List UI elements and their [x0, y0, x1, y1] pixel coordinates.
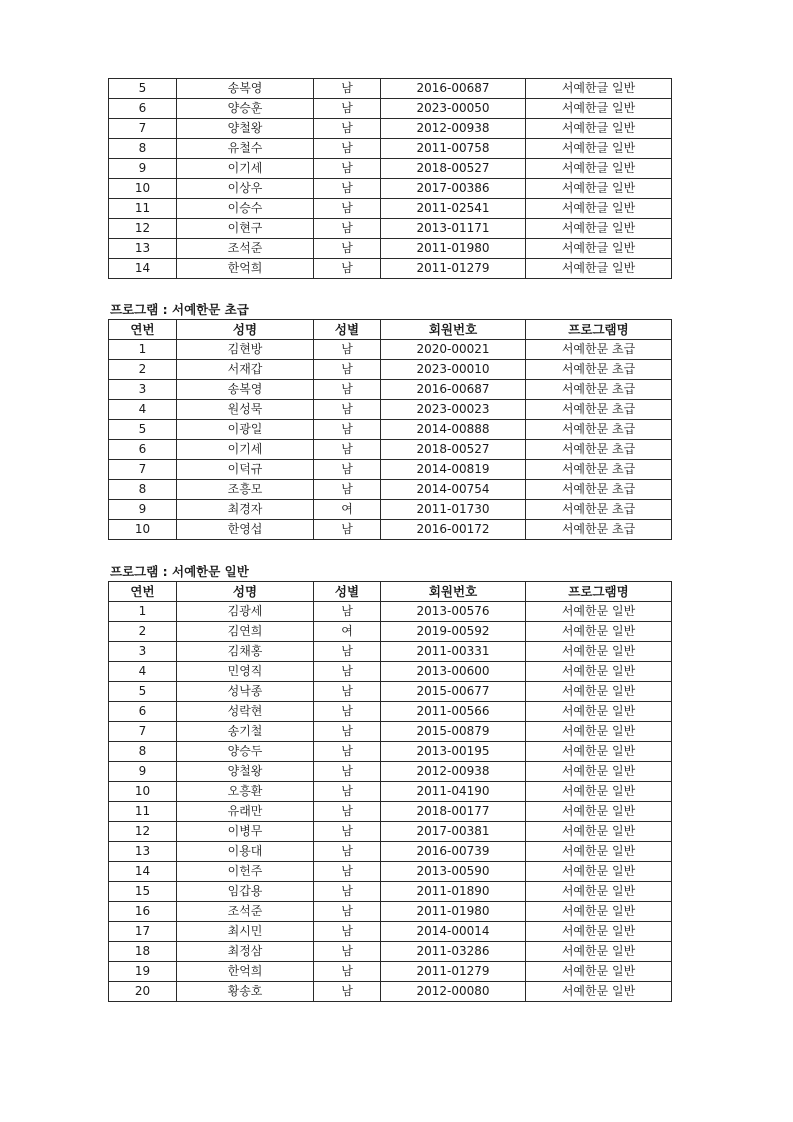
table-row: [109, 942, 672, 962]
table-body: [109, 79, 672, 279]
cell-gender: 남: [314, 782, 381, 802]
cell-no: 11: [109, 802, 177, 822]
table-row: [109, 682, 672, 702]
cell-program: 서예한문 일반: [526, 702, 672, 722]
table-row: [109, 460, 672, 480]
cell-program: 서예한문 일반: [526, 902, 672, 922]
cell-name: 조석준: [177, 902, 314, 922]
cell-name: 이헌주: [177, 862, 314, 882]
table-row: [109, 340, 672, 360]
cell-name: 이용대: [177, 842, 314, 862]
cell-member-no: 2011-01279: [381, 259, 526, 279]
table-row: [109, 622, 672, 642]
cell-program: 서예한문 일반: [526, 862, 672, 882]
cell-name: 이광일: [177, 420, 314, 440]
cell-member-no: 2020-00021: [381, 340, 526, 360]
cell-gender: 여: [314, 622, 381, 642]
col-header-no: 연번: [109, 320, 177, 340]
cell-program: 서예한문 초급: [526, 420, 672, 440]
table-row: [109, 520, 672, 540]
cell-member-no: 2011-03286: [381, 942, 526, 962]
cell-gender: 남: [314, 702, 381, 722]
table-row: [109, 360, 672, 380]
cell-name: 최경자: [177, 500, 314, 520]
cell-no: 13: [109, 842, 177, 862]
cell-program: 서예한글 일반: [526, 139, 672, 159]
cell-program: 서예한문 일반: [526, 842, 672, 862]
cell-name: 유래만: [177, 802, 314, 822]
table-row: [109, 440, 672, 460]
cell-no: 11: [109, 199, 177, 219]
cell-no: 2: [109, 622, 177, 642]
cell-member-no: 2016-00687: [381, 380, 526, 400]
cell-gender: 남: [314, 159, 381, 179]
table-row: [109, 882, 672, 902]
cell-program: 서예한글 일반: [526, 239, 672, 259]
cell-member-no: 2012-00938: [381, 762, 526, 782]
cell-name: 양승두: [177, 742, 314, 762]
cell-member-no: 2011-01980: [381, 902, 526, 922]
cell-name: 이병무: [177, 822, 314, 842]
table-row: [109, 159, 672, 179]
cell-gender: 남: [314, 380, 381, 400]
cell-program: 서예한문 일반: [526, 782, 672, 802]
cell-name: 김현방: [177, 340, 314, 360]
cell-member-no: 2023-00023: [381, 400, 526, 420]
table-body: [109, 602, 672, 1002]
section-title-hanmun-beginner: 프로그램 : 서예한문 초급: [110, 302, 249, 317]
cell-gender: 남: [314, 199, 381, 219]
cell-name: 이덕규: [177, 460, 314, 480]
table-row: [109, 420, 672, 440]
col-header-no: 연번: [109, 582, 177, 602]
cell-no: 14: [109, 862, 177, 882]
cell-gender: 남: [314, 99, 381, 119]
cell-program: 서예한문 초급: [526, 340, 672, 360]
cell-no: 1: [109, 602, 177, 622]
cell-member-no: 2013-01171: [381, 219, 526, 239]
cell-gender: 남: [314, 762, 381, 782]
cell-program: 서예한문 일반: [526, 682, 672, 702]
cell-member-no: 2013-00600: [381, 662, 526, 682]
cell-gender: 남: [314, 440, 381, 460]
cell-member-no: 2014-00888: [381, 420, 526, 440]
cell-program: 서예한문 일반: [526, 622, 672, 642]
cell-name: 이기세: [177, 440, 314, 460]
cell-no: 12: [109, 822, 177, 842]
cell-member-no: 2016-00687: [381, 79, 526, 99]
cell-gender: 여: [314, 500, 381, 520]
cell-member-no: 2013-00576: [381, 602, 526, 622]
table-row: [109, 99, 672, 119]
cell-program: 서예한문 일반: [526, 642, 672, 662]
cell-gender: 남: [314, 682, 381, 702]
cell-member-no: 2023-00010: [381, 360, 526, 380]
cell-no: 6: [109, 440, 177, 460]
cell-gender: 남: [314, 602, 381, 622]
cell-member-no: 2011-01890: [381, 882, 526, 902]
table-row: [109, 259, 672, 279]
cell-name: 최정삼: [177, 942, 314, 962]
table-body: [109, 340, 672, 540]
table-row: [109, 982, 672, 1002]
cell-name: 김채홍: [177, 642, 314, 662]
cell-member-no: 2011-01730: [381, 500, 526, 520]
cell-member-no: 2014-00754: [381, 480, 526, 500]
cell-program: 서예한문 일반: [526, 942, 672, 962]
cell-gender: 남: [314, 942, 381, 962]
table-seoye-hangeul-general: [108, 78, 672, 279]
table-seoye-hanmun-beginner: [108, 319, 672, 540]
table-row: [109, 782, 672, 802]
cell-program: 서예한글 일반: [526, 199, 672, 219]
table-row: [109, 199, 672, 219]
table-row: [109, 842, 672, 862]
cell-member-no: 2013-00195: [381, 742, 526, 762]
cell-no: 9: [109, 159, 177, 179]
cell-gender: 남: [314, 902, 381, 922]
cell-name: 양철왕: [177, 762, 314, 782]
cell-program: 서예한글 일반: [526, 79, 672, 99]
cell-program: 서예한문 일반: [526, 722, 672, 742]
cell-name: 한억희: [177, 962, 314, 982]
cell-no: 7: [109, 460, 177, 480]
cell-name: 원성묵: [177, 400, 314, 420]
cell-program: 서예한글 일반: [526, 259, 672, 279]
cell-program: 서예한문 초급: [526, 440, 672, 460]
table-row: [109, 662, 672, 682]
cell-no: 3: [109, 380, 177, 400]
col-header-member-no: 회원번호: [381, 320, 526, 340]
cell-gender: 남: [314, 922, 381, 942]
col-header-program: 프로그램명: [526, 582, 672, 602]
cell-member-no: 2011-00758: [381, 139, 526, 159]
cell-gender: 남: [314, 139, 381, 159]
cell-gender: 남: [314, 842, 381, 862]
cell-no: 12: [109, 219, 177, 239]
cell-member-no: 2014-00014: [381, 922, 526, 942]
cell-gender: 남: [314, 662, 381, 682]
cell-member-no: 2016-00739: [381, 842, 526, 862]
cell-program: 서예한글 일반: [526, 99, 672, 119]
col-header-name: 성명: [177, 320, 314, 340]
cell-name: 서재갑: [177, 360, 314, 380]
cell-program: 서예한문 일반: [526, 982, 672, 1002]
table-row: [109, 500, 672, 520]
cell-no: 7: [109, 119, 177, 139]
cell-program: 서예한문 일반: [526, 822, 672, 842]
table-row: [109, 400, 672, 420]
cell-program: 서예한문 초급: [526, 500, 672, 520]
cell-gender: 남: [314, 340, 381, 360]
cell-member-no: 2011-00566: [381, 702, 526, 722]
cell-program: 서예한문 초급: [526, 480, 672, 500]
cell-name: 한영섭: [177, 520, 314, 540]
cell-gender: 남: [314, 460, 381, 480]
cell-program: 서예한문 일반: [526, 882, 672, 902]
cell-program: 서예한문 일반: [526, 802, 672, 822]
cell-member-no: 2018-00177: [381, 802, 526, 822]
cell-name: 송기철: [177, 722, 314, 742]
table-row: [109, 239, 672, 259]
cell-gender: 남: [314, 179, 381, 199]
col-header-program: 프로그램명: [526, 320, 672, 340]
cell-program: 서예한문 일반: [526, 602, 672, 622]
cell-no: 3: [109, 642, 177, 662]
table-row: [109, 179, 672, 199]
cell-no: 5: [109, 682, 177, 702]
cell-no: 15: [109, 882, 177, 902]
table-row: [109, 822, 672, 842]
col-header-gender: 성별: [314, 320, 381, 340]
cell-program: 서예한글 일반: [526, 179, 672, 199]
table-row: [109, 219, 672, 239]
cell-name: 민영직: [177, 662, 314, 682]
col-header-name: 성명: [177, 582, 314, 602]
cell-member-no: 2017-00381: [381, 822, 526, 842]
cell-no: 4: [109, 400, 177, 420]
cell-gender: 남: [314, 259, 381, 279]
cell-name: 오흥환: [177, 782, 314, 802]
cell-member-no: 2015-00677: [381, 682, 526, 702]
cell-no: 8: [109, 480, 177, 500]
table-row: [109, 702, 672, 722]
cell-no: 9: [109, 500, 177, 520]
cell-no: 6: [109, 99, 177, 119]
table-row: [109, 802, 672, 822]
cell-member-no: 2023-00050: [381, 99, 526, 119]
table-row: [109, 902, 672, 922]
table-row: [109, 762, 672, 782]
cell-member-no: 2011-02541: [381, 199, 526, 219]
cell-program: 서예한문 초급: [526, 460, 672, 480]
cell-no: 10: [109, 782, 177, 802]
cell-member-no: 2011-01980: [381, 239, 526, 259]
cell-gender: 남: [314, 862, 381, 882]
cell-name: 조석준: [177, 239, 314, 259]
cell-gender: 남: [314, 882, 381, 902]
cell-name: 양철왕: [177, 119, 314, 139]
cell-no: 6: [109, 702, 177, 722]
cell-name: 이상우: [177, 179, 314, 199]
cell-member-no: 2018-00527: [381, 159, 526, 179]
cell-gender: 남: [314, 480, 381, 500]
cell-member-no: 2011-00331: [381, 642, 526, 662]
cell-name: 이현구: [177, 219, 314, 239]
cell-gender: 남: [314, 79, 381, 99]
table-row: [109, 480, 672, 500]
cell-no: 16: [109, 902, 177, 922]
cell-gender: 남: [314, 642, 381, 662]
cell-name: 성낙종: [177, 682, 314, 702]
cell-gender: 남: [314, 722, 381, 742]
cell-name: 이승수: [177, 199, 314, 219]
col-header-gender: 성별: [314, 582, 381, 602]
cell-no: 2: [109, 360, 177, 380]
table-row: [109, 380, 672, 400]
cell-program: 서예한문 초급: [526, 360, 672, 380]
table-row: [109, 79, 672, 99]
cell-no: 10: [109, 179, 177, 199]
table-row: [109, 139, 672, 159]
cell-gender: 남: [314, 982, 381, 1002]
cell-gender: 남: [314, 802, 381, 822]
cell-program: 서예한글 일반: [526, 159, 672, 179]
table-row: [109, 742, 672, 762]
header-row: [109, 582, 672, 602]
cell-member-no: 2013-00590: [381, 862, 526, 882]
cell-member-no: 2016-00172: [381, 520, 526, 540]
cell-no: 7: [109, 722, 177, 742]
table-row: [109, 962, 672, 982]
cell-no: 5: [109, 79, 177, 99]
cell-gender: 남: [314, 520, 381, 540]
cell-gender: 남: [314, 822, 381, 842]
cell-name: 이기세: [177, 159, 314, 179]
table-row: [109, 722, 672, 742]
cell-program: 서예한문 초급: [526, 380, 672, 400]
cell-no: 5: [109, 420, 177, 440]
cell-gender: 남: [314, 119, 381, 139]
cell-program: 서예한글 일반: [526, 219, 672, 239]
cell-member-no: 2012-00080: [381, 982, 526, 1002]
cell-member-no: 2014-00819: [381, 460, 526, 480]
cell-no: 1: [109, 340, 177, 360]
cell-no: 14: [109, 259, 177, 279]
cell-member-no: 2018-00527: [381, 440, 526, 460]
cell-member-no: 2019-00592: [381, 622, 526, 642]
cell-name: 송복영: [177, 79, 314, 99]
table-row: [109, 602, 672, 622]
cell-name: 황송호: [177, 982, 314, 1002]
cell-name: 김연희: [177, 622, 314, 642]
cell-no: 17: [109, 922, 177, 942]
cell-member-no: 2015-00879: [381, 722, 526, 742]
cell-program: 서예한문 일반: [526, 662, 672, 682]
cell-no: 9: [109, 762, 177, 782]
cell-no: 18: [109, 942, 177, 962]
cell-program: 서예한문 일반: [526, 742, 672, 762]
cell-name: 양승훈: [177, 99, 314, 119]
table-row: [109, 119, 672, 139]
cell-name: 한억희: [177, 259, 314, 279]
cell-name: 김광세: [177, 602, 314, 622]
cell-name: 최시민: [177, 922, 314, 942]
cell-name: 성락현: [177, 702, 314, 722]
cell-gender: 남: [314, 742, 381, 762]
cell-name: 조흥모: [177, 480, 314, 500]
cell-no: 13: [109, 239, 177, 259]
cell-name: 송복영: [177, 380, 314, 400]
cell-no: 8: [109, 139, 177, 159]
cell-member-no: 2012-00938: [381, 119, 526, 139]
cell-member-no: 2011-04190: [381, 782, 526, 802]
cell-gender: 남: [314, 239, 381, 259]
col-header-member-no: 회원번호: [381, 582, 526, 602]
cell-program: 서예한문 일반: [526, 922, 672, 942]
cell-gender: 남: [314, 962, 381, 982]
cell-program: 서예한글 일반: [526, 119, 672, 139]
cell-no: 19: [109, 962, 177, 982]
header-row: [109, 320, 672, 340]
cell-no: 4: [109, 662, 177, 682]
cell-program: 서예한문 일반: [526, 962, 672, 982]
cell-no: 8: [109, 742, 177, 762]
table-row: [109, 642, 672, 662]
table-row: [109, 862, 672, 882]
cell-gender: 남: [314, 400, 381, 420]
table-row: [109, 922, 672, 942]
cell-gender: 남: [314, 420, 381, 440]
cell-program: 서예한문 초급: [526, 520, 672, 540]
cell-gender: 남: [314, 360, 381, 380]
cell-member-no: 2017-00386: [381, 179, 526, 199]
cell-no: 10: [109, 520, 177, 540]
cell-member-no: 2011-01279: [381, 962, 526, 982]
cell-gender: 남: [314, 219, 381, 239]
table-seoye-hanmun-general: [108, 581, 672, 1002]
section-title-hanmun-general: 프로그램 : 서예한문 일반: [110, 564, 249, 579]
cell-no: 20: [109, 982, 177, 1002]
cell-program: 서예한문 일반: [526, 762, 672, 782]
cell-name: 임갑용: [177, 882, 314, 902]
cell-name: 유철수: [177, 139, 314, 159]
cell-program: 서예한문 초급: [526, 400, 672, 420]
